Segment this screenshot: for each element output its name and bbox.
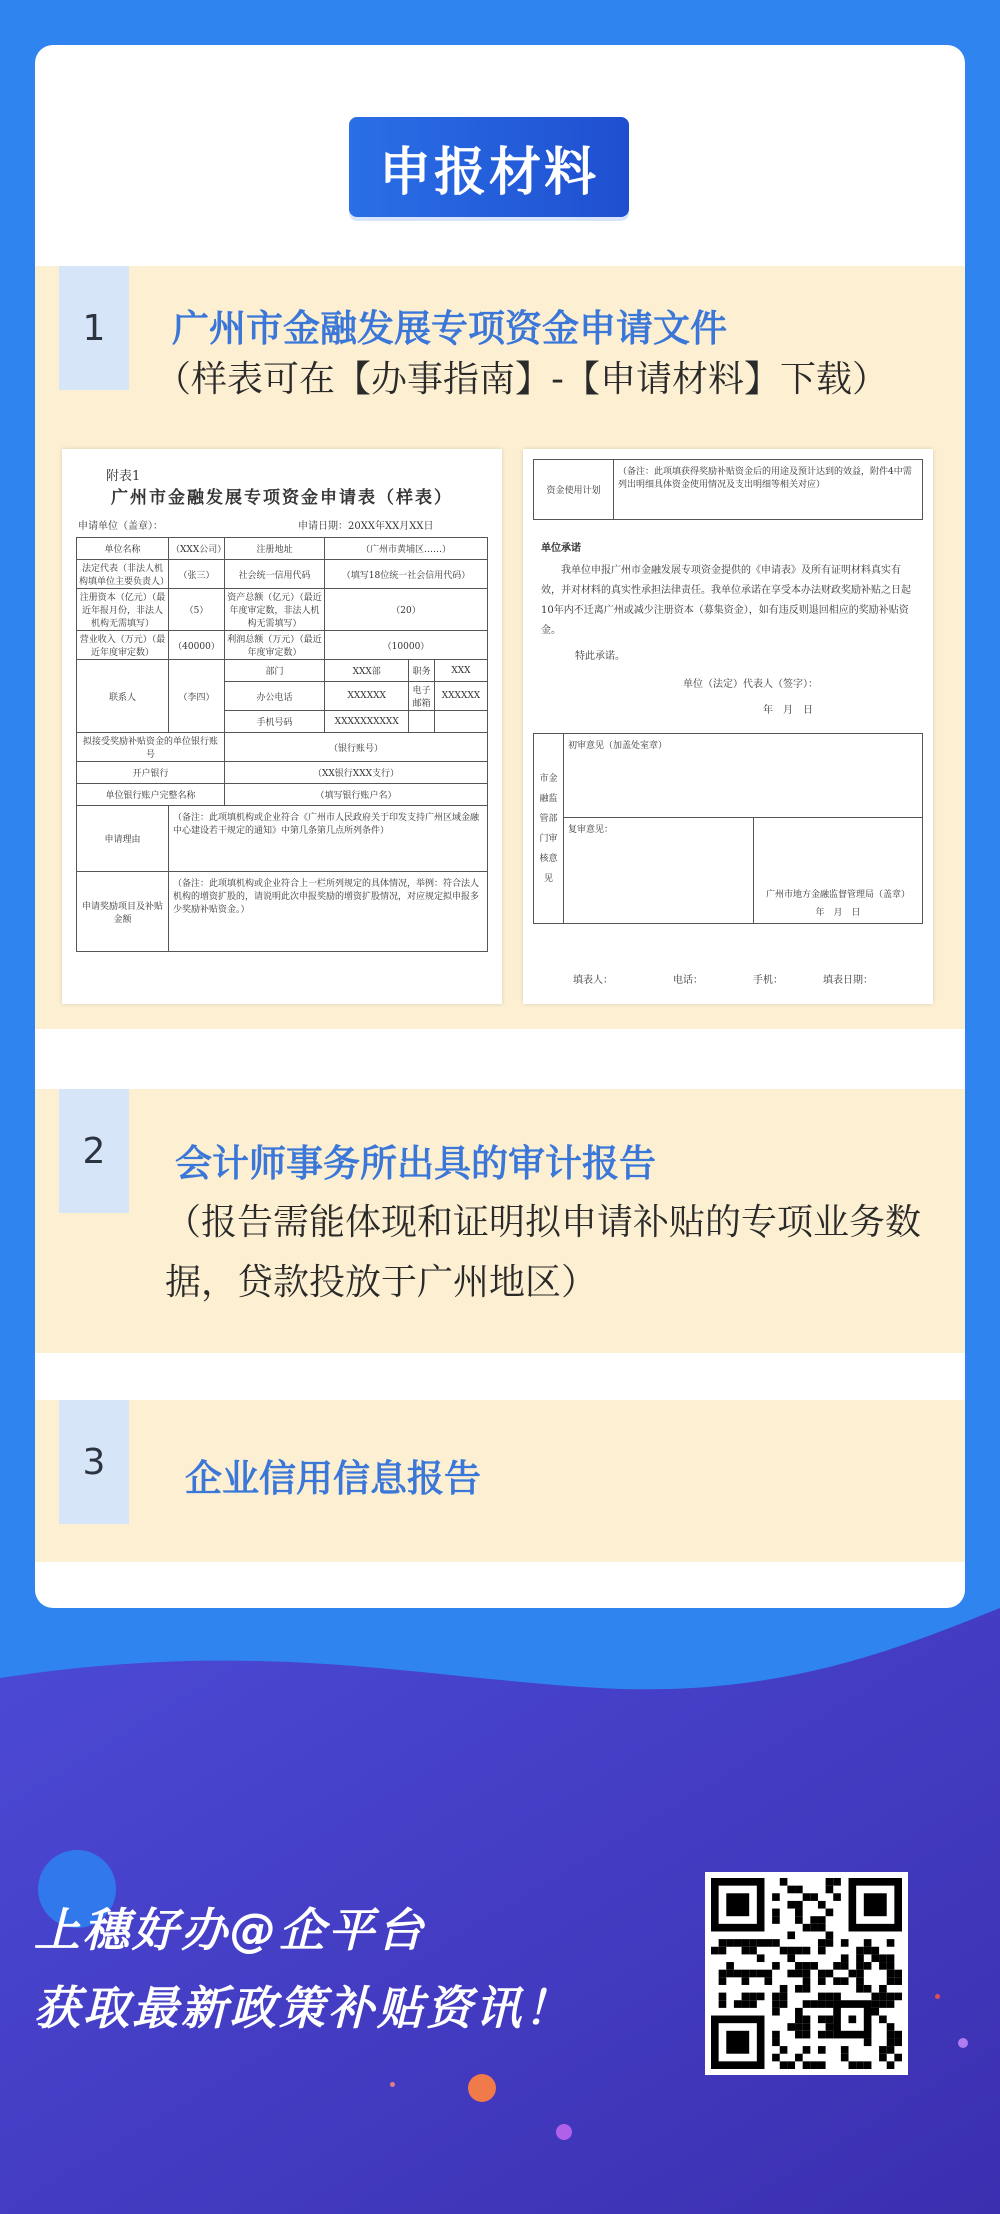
decorative-dot <box>390 2082 395 2087</box>
commitment-title: 单位承诺 <box>541 543 581 554</box>
section-number: 2 <box>59 1089 129 1213</box>
decorative-dot <box>935 1994 940 1999</box>
commitment-end: 特此承诺。 <box>575 651 625 662</box>
signature-date: 年 月 日 <box>763 705 813 716</box>
attach-label: 附表1 <box>106 469 141 484</box>
section-3 <box>35 1400 965 1562</box>
application-form-page-2[interactable]: 资金使用计划 （备注：此项填获得奖励补贴资金后的用途及预计达到的效益，附件4中需列出明细具体资金使用情况及支出明细等相关对应） 单位承诺 我单位申报广州市金融发展专项资金提供的《申请表》及所有证明材料真实有效，并对材料的真实性承担法律责任。我单位承诺在享受本办法财政奖励补贴之日起10年内不迁离广州或减少注册资本（募集资金），如有违反则退回相应的奖励补贴资金。 特此承诺。 单位（法定）代表人（签字）： 年 月 日 市金融监管部门审核意见 初审意见（加盖处室章） 复审意见： 广州市地方金融监督管理局（盖章） 年 月 日 填表人： 电话： 手机： 填表日期： <box>523 449 933 1004</box>
section-title: 企业信用信息报告 <box>185 1457 481 1500</box>
decorative-dot <box>958 2038 968 2048</box>
form-table: 单位名称 （XXX公司） 注册地址 （广州市黄埔区……） 法定代表（非法人机构填单位主要负责人） （张三） 社会统一信用代码 （填写18位统一社会信用代码） 注册资本（亿元）（最近年报月份，非法人机构无需填写） （5） 资产总额（亿元）（最近年度审定数，非法人机构无需填写） （20） 营业收入（万元）（最近年度审定数） （40000） 利润总额（万元）（最近年度审定数） （10000） 联系人 （李四） 部门 XXX部 职务 XXX 办公电话 XXXXXX 电子邮箱 XXXXXX 手机号码 XXXXXXXXXX 拟接受奖励补贴资金的单位银行账号 （银行账号） 开户银行 （XX银行XXX支行） 单位银行账户完整名称 （填写银行账户名） 申请理由 （备注：此项填机构或企业符合《广州市人民政府关于印发支持广州区域金融中心建设若干规定的通知》中第几条第几点所列条件） 申请奖励项目及补贴金额 （备注：此项填机构或企业符合上一栏所列规定的具体情况，举例：符合法人机构的增资扩股的，请说明此次申报奖励的增资扩股情况，对应规定拟申报多少奖励补贴资金。） <box>76 537 488 952</box>
qr-code-icon <box>711 1878 902 2069</box>
materials-card <box>35 45 965 1608</box>
page-title: 申报材料 <box>349 117 629 217</box>
commitment-text: 我单位申报广州市金融发展专项资金提供的《申请表》及所有证明材料真实有效，并对材料的真实性承担法律责任。我单位承诺在享受本办法财政奖励补贴之日起10年内不迁离广州或减少注册资本（募集资金），如有违反则退回相应的奖励补贴资金。 <box>541 565 911 636</box>
section-subtitle: （报告需能体现和证明拟申请补贴的专项业务数据，贷款投放于广州地区） <box>165 1202 922 1303</box>
section-title: 广州市金融发展专项资金申请文件 <box>172 307 727 350</box>
section-number: 1 <box>59 266 129 390</box>
decorative-dot-orange <box>468 2074 496 2102</box>
application-form-page-1[interactable] <box>62 449 502 1004</box>
section-subtitle: （样表可在【办事指南】-【申请材料】下载） <box>155 359 888 400</box>
decorative-dot-purple <box>556 2124 572 2140</box>
qr-code[interactable] <box>705 1872 908 2075</box>
form-heading: 广州市金融发展专项资金申请表（样表） <box>111 488 453 508</box>
slogan-line-2: 获取最新政策补贴资讯！ <box>34 1981 573 2035</box>
slogan-line-1: 上穗好办@企平台 <box>34 1903 426 1957</box>
section-1 <box>35 266 965 1029</box>
applicant-label: 申请单位（盖章）： <box>78 521 163 532</box>
section-number: 3 <box>59 1400 129 1524</box>
signature-label: 单位（法定）代表人（签字）： <box>683 679 818 690</box>
section-title: 会计师事务所出具的审计报告 <box>175 1142 656 1185</box>
date-label: 申请日期：20XX年XX月XX日 <box>298 521 434 532</box>
section-2 <box>35 1089 965 1353</box>
